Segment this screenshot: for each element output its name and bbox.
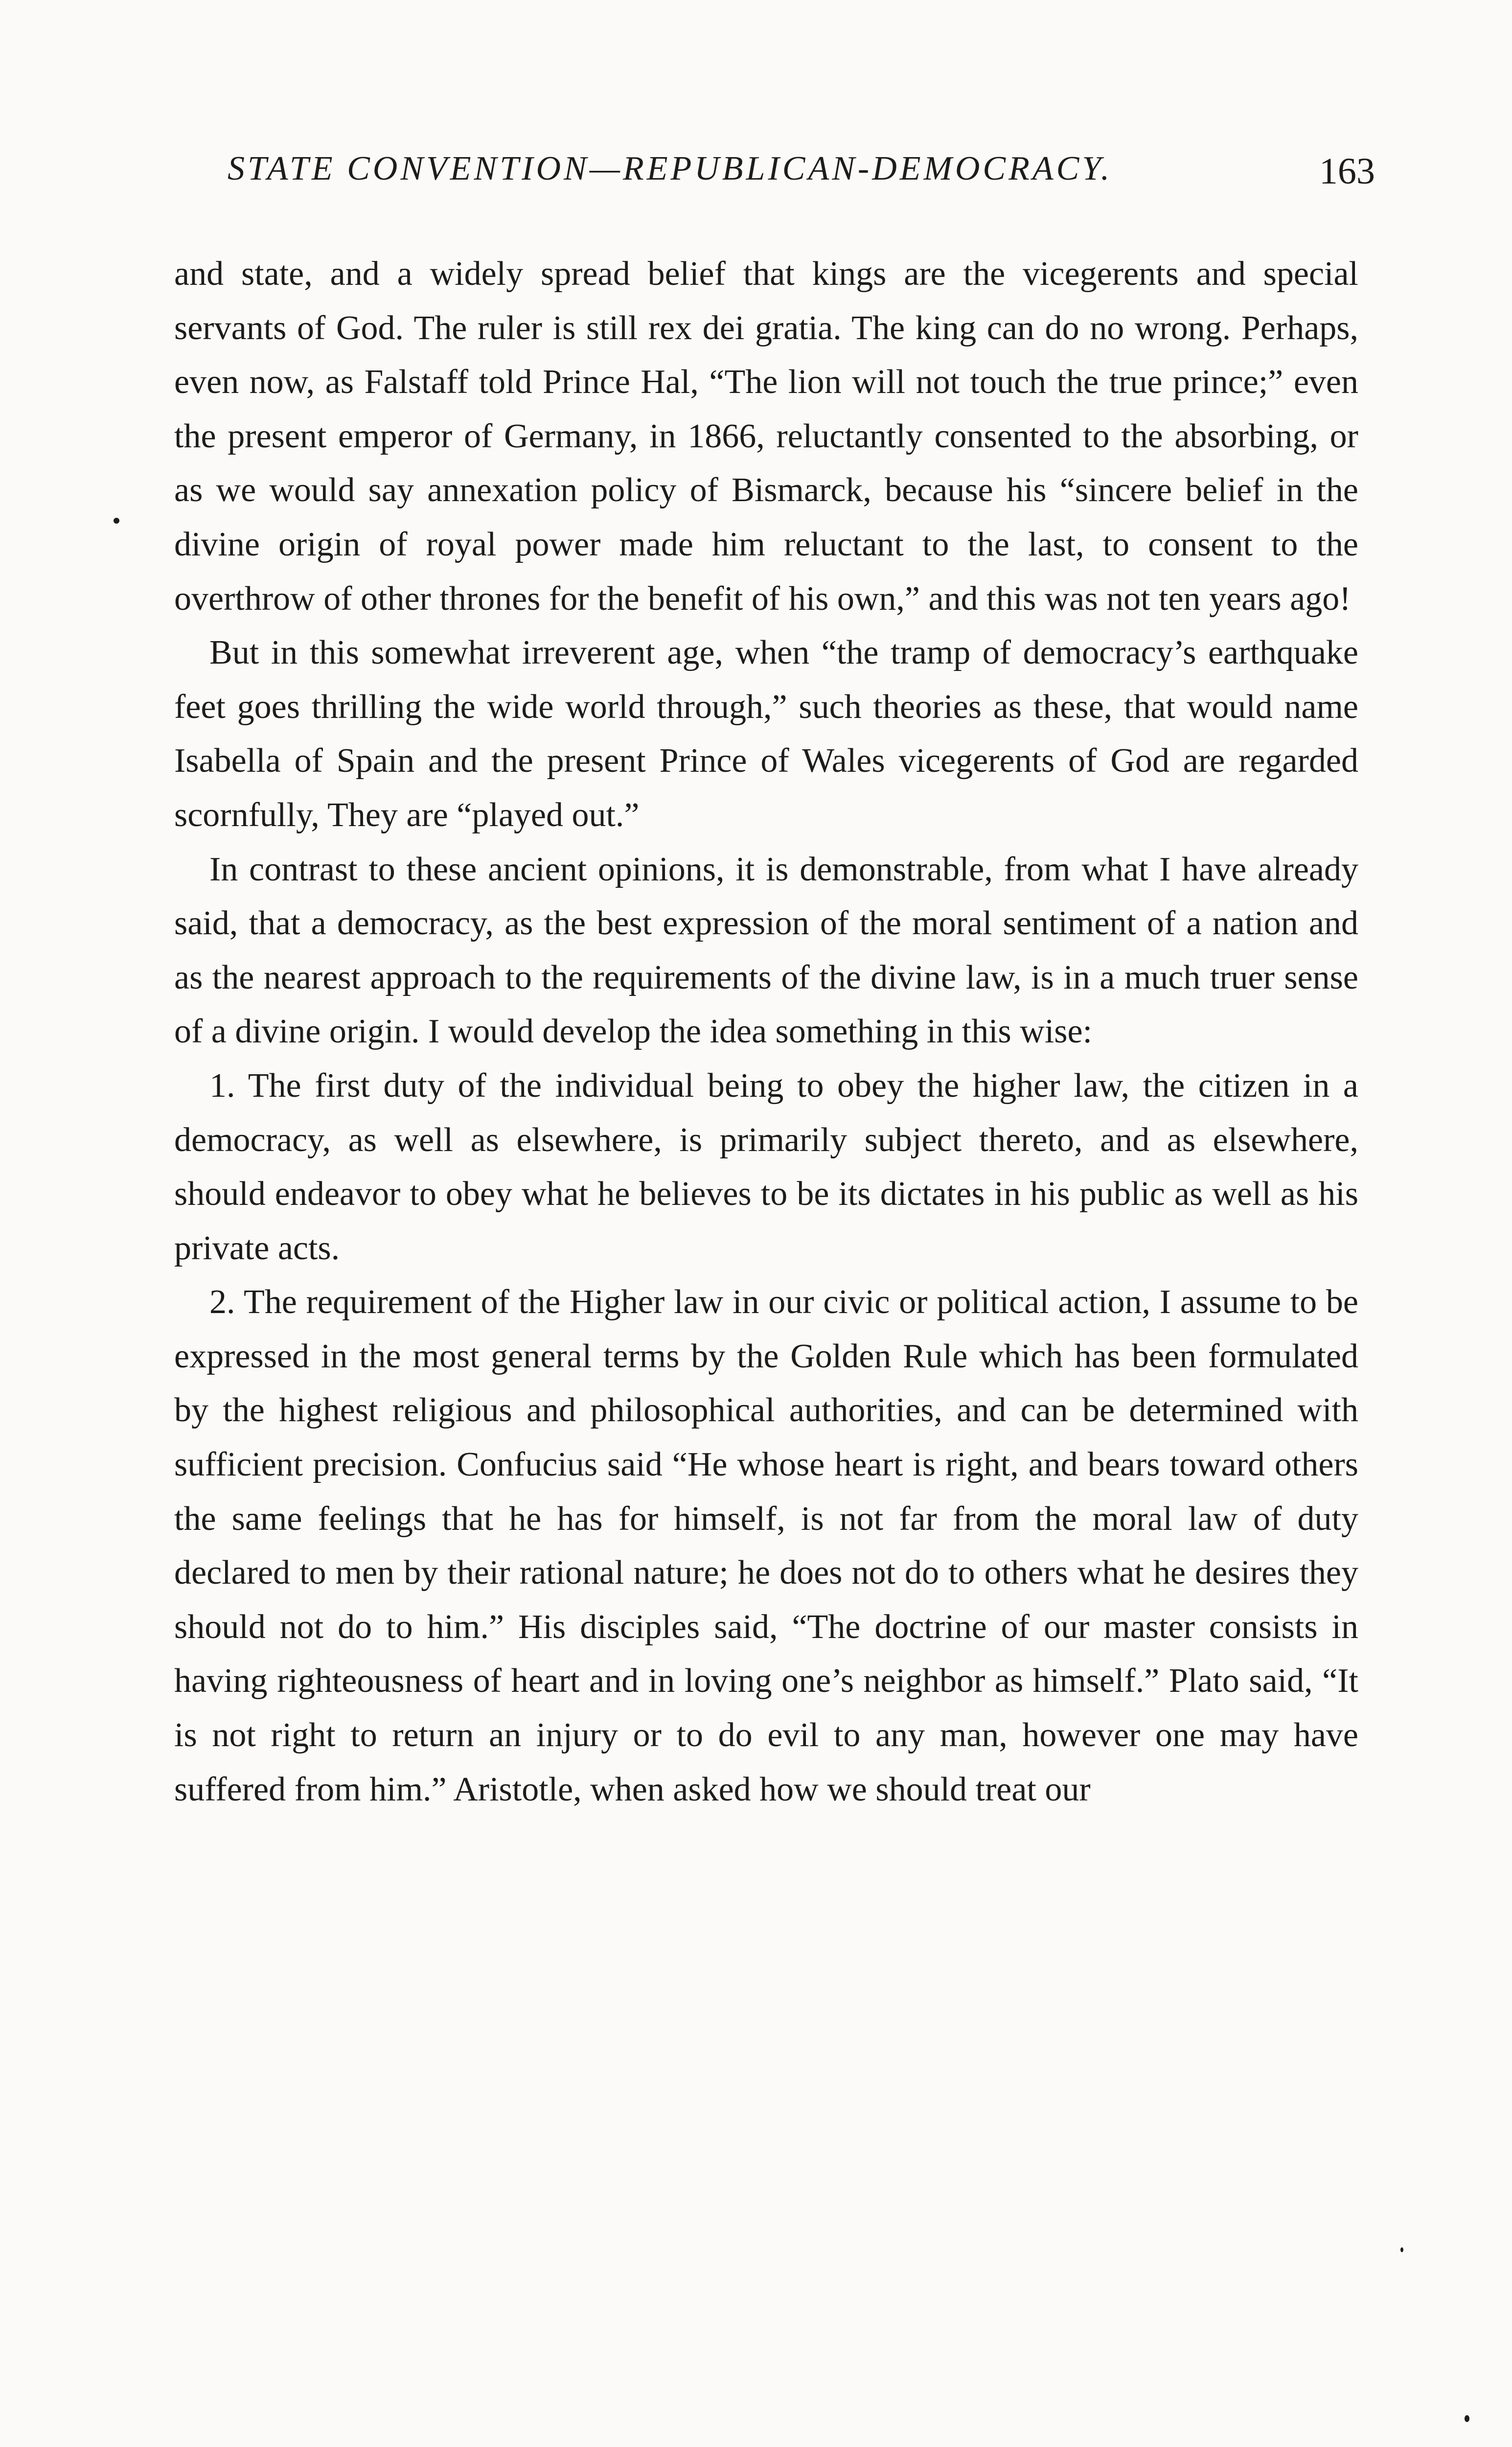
paragraph-democracy-theories: But in this somewhat irreverent age, when “the tramp of democracy’s earthquake feet goes thrilling the wide world through,” such theories as these, that would name Isabella of Spain and the present Prince of Wales vicegerents of God are regarded scornfully, They are “played out.” [174, 634, 1358, 834]
body-text [174, 247, 1358, 1817]
paragraph-divine-origin: In contrast to these ancient opinions, it is demonstrable, from what I have already said, that a democracy, as the best expression of the moral sentiment of a nation and as the nearest approach to the requirements of the divine law, is in a much truer sense of a divine origin. I would develop the idea something in this wise: [174, 850, 1358, 1051]
print-speck [114, 518, 119, 524]
print-speck [1400, 2247, 1403, 2252]
paragraph-continuation: and state, and a widely spread belief that kings are the vicegerents and special servants of God. The ruler is still rex dei gratia. The king can do no wrong. Perhaps, even now, as Falstaff told Prince Hal, “The lion will not touch the true prince;” even the present emperor of Germany, in 1866, reluctantly consented to the absorbing, or as we would say annexation policy of Bismarck, because his “sincere belief in the divine origin of royal power made him reluctant to the last, to consent to the overthrow of other thrones for the benefit of his own,” and this was not ten years ago! [174, 255, 1358, 618]
print-speck [1465, 2415, 1469, 2422]
running-head [228, 149, 1375, 208]
paragraph-point-1: 1. The first duty of the individual being to obey the higher law, the citizen in a democracy, as well as elsewhere, is primarily subject thereto, and as elsewhere, should endeavor to obey what he believes to be its dictates in his public as well as his private acts. [174, 1066, 1358, 1267]
paragraph-point-2: 2. The requirement of the Higher law in our civic or political action, I assume to be expressed in the most general terms by the Golden Rule which has been formulated by the highest religious and philosophical authorities, and can be determined with sufficient precision. Confucius said “He whose heart is right, and bears toward others the same feelings that he has for himself, is not far from the moral law of duty declared to men by their rational nature; he does not do to others what he desires they should not do to him.” His disciples said, “The doctrine of our master consists in having righteousness of heart and in loving one’s neighbor as himself.” Plato said, “It is not right to return an injury or to do evil to any man, however one may have suffered from him.” Aristotle, when asked how we should treat our [174, 1283, 1358, 1808]
running-title: STATE CONVENTION—REPUBLICAN-DEMOCRACY. [228, 150, 1113, 187]
page-number: 163 [1319, 151, 1375, 192]
